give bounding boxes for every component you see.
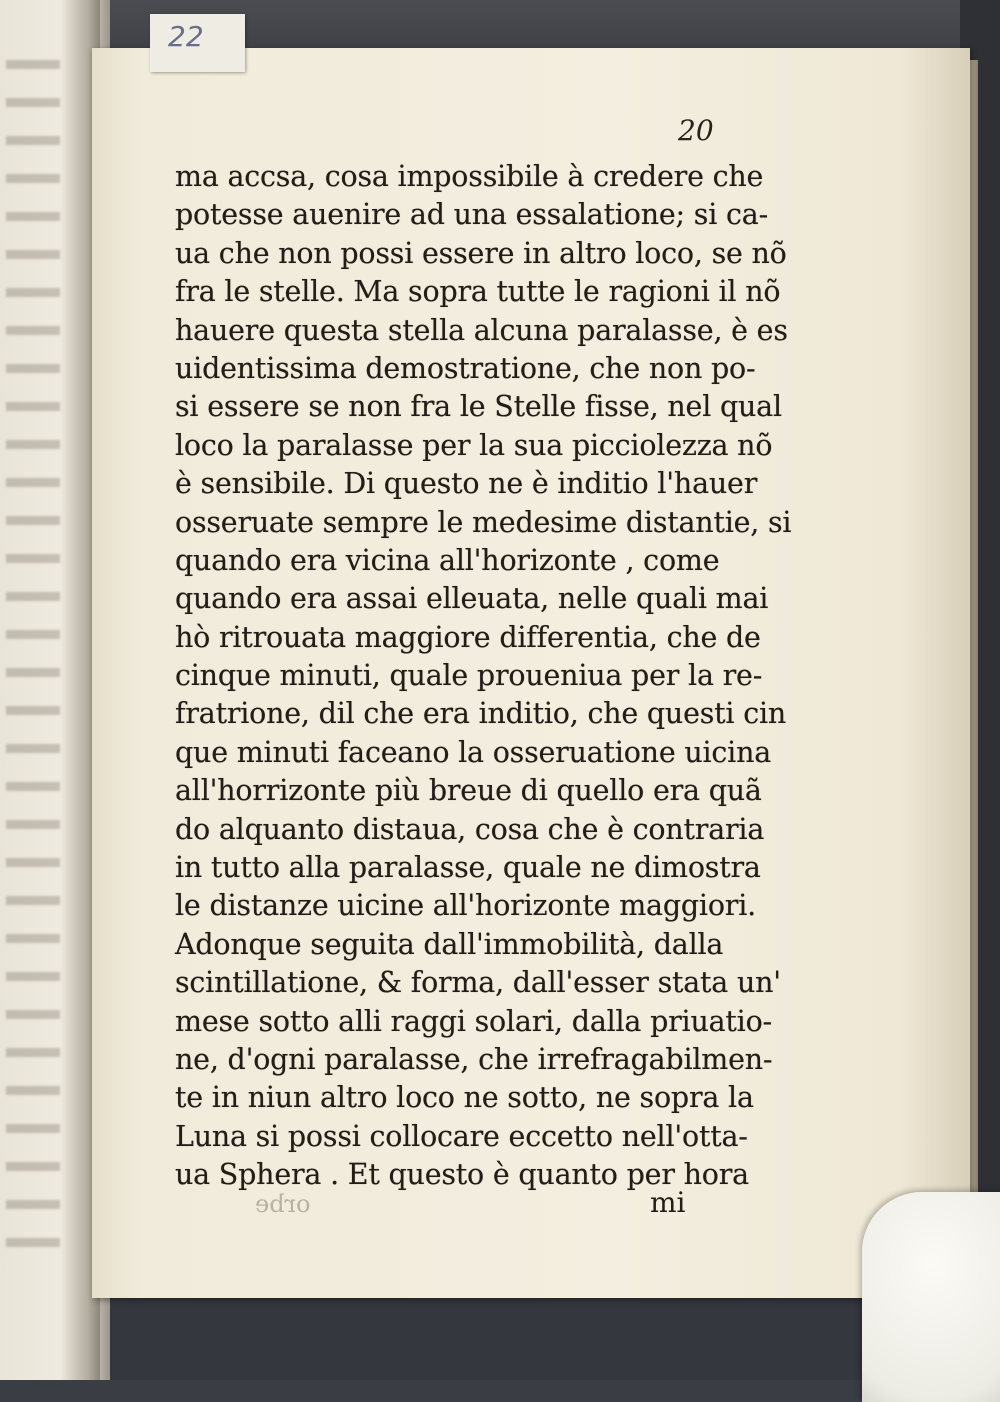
text-line: è sensibile. Di questo ne è inditio l'hauer — [175, 467, 758, 501]
text-line: si essere se non fra le Stelle fisse, nel qual — [175, 390, 782, 424]
text-line: uidentissima demostratione, che non po- — [175, 351, 756, 385]
text-line: Luna si possi collocare eccetto nell'otta- — [175, 1119, 748, 1153]
book-weight — [862, 1192, 1000, 1402]
catchword: mi — [650, 1186, 686, 1219]
text-line: ma accsa, cosa impossibile à credere che — [175, 160, 764, 193]
tag-label: 22 — [168, 20, 204, 53]
text-line: quando era vicina all'horizonte , come — [175, 543, 720, 577]
text-line: quando era assai elleuata, nelle quali mai — [175, 582, 769, 616]
text-line: do alquanto distaua, cosa che è contraria — [175, 812, 765, 846]
text-line: te in niun altro loco ne sotto, ne sopra la — [175, 1081, 754, 1115]
text-line: mese sotto alli raggi solari, dalla priuatio- — [175, 1004, 772, 1038]
text-line: all'horrizonte più breue di quello era quã — [175, 774, 762, 808]
text-line: Adonque seguita dall'immobilità, dalla — [175, 927, 724, 961]
backdrop-bottom — [0, 1290, 1000, 1380]
text-line: osseruate sempre le medesime distantie, si — [175, 505, 792, 539]
text-line: le distanze uicine all'horizonte maggiori. — [175, 889, 756, 923]
text-line: scintillatione, & forma, dall'esser stata un' — [175, 966, 781, 1000]
page-number: 20 — [678, 114, 714, 147]
text-line: potesse auenire ad una essalatione; si ca- — [175, 198, 768, 232]
text-line: ne, d'ogni paralasse, che irrefragabilmen- — [175, 1042, 773, 1076]
text-line: loco la paralasse per la sua picciolezza nõ — [175, 428, 773, 462]
bleed-through-text: orbe — [255, 1190, 311, 1218]
text-line: fra le stelle. Ma sopra tutte le ragioni il nõ — [175, 275, 781, 309]
text-line: ua che non possi essere in altro loco, se nõ — [175, 236, 787, 270]
text-line: fratrione, dil che era inditio, che questi cin — [175, 697, 787, 731]
text-line: cinque minuti, quale proueniua per la re- — [175, 659, 763, 693]
facing-page-text — [6, 60, 60, 1260]
page-text — [175, 158, 792, 1195]
text-line: in tutto alla paralasse, quale ne dimostra — [175, 851, 761, 885]
library-tag — [150, 14, 245, 72]
text-line: hauere questa stella alcuna paralasse, è es — [175, 313, 788, 347]
text-line: hò ritrouata maggiore differentia, che de — [175, 620, 761, 654]
text-line: ua Sphera . Et questo è quanto per hora — [175, 1158, 749, 1192]
text-line: que minuti faceano la osseruatione uicina — [175, 735, 772, 769]
